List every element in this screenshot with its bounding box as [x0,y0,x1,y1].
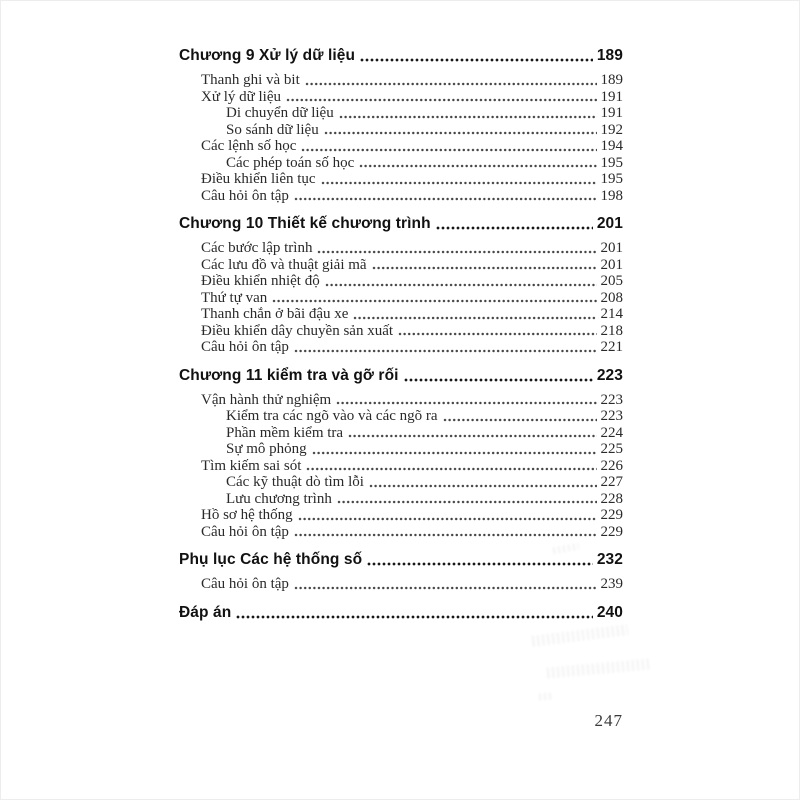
toc-chapter-title: Chương 9 Xử lý dữ liệu [179,47,356,64]
dot-leader [360,58,593,62]
ink-bleed-artifact [547,658,652,678]
toc-entry-title: Xử lý dữ liệu [201,88,282,105]
toc-entry-page: 229 [600,523,623,540]
toc-entry-page: 221 [600,339,623,355]
toc-chapter-title: Chương 10 Thiết kế chương trình [179,215,431,232]
dot-leader [321,181,597,185]
toc-entry-row [179,507,623,524]
toc-entry-row [179,122,623,139]
toc-entry-page: 223 [600,391,623,408]
toc-entry-row [179,576,623,593]
page-number: 247 [594,711,623,730]
toc-entry-page: 228 [600,490,623,507]
table-of-contents [179,47,623,629]
toc-chapter-page: 240 [596,603,623,621]
toc-entry-row [179,155,623,172]
dot-leader [236,615,593,619]
toc-chapter-page: 201 [596,215,623,232]
toc-section [179,551,623,593]
dot-leader [301,148,596,152]
toc-chapter-row [179,367,623,385]
toc-entry-row [179,273,623,290]
toc-entry-page: 201 [600,256,623,273]
toc-entry-title: Câu hỏi ôn tập [201,339,289,355]
dot-leader [294,533,597,537]
toc-chapter-row [179,215,623,233]
toc-entry-title: Hồ sơ hệ thống [201,507,293,523]
dot-leader [325,283,597,287]
toc-entry-page: 239 [600,576,623,592]
toc-entry-title: Điều khiển nhiệt độ [201,273,320,289]
toc-entry-title: Thanh chắn ở bãi đậu xe [201,306,349,322]
toc-entry-title: Tìm kiếm sai sót [201,457,302,474]
toc-entry-row [179,408,623,425]
toc-entry-page: 201 [600,240,623,256]
toc-entry-title: Kiểm tra các ngõ vào và các ngõ ra [226,408,438,424]
toc-entry-page: 195 [600,154,623,171]
toc-entry-row [179,425,623,442]
toc-entry-row [179,474,623,491]
toc-entry-row [179,138,623,155]
toc-chapter-row [179,47,623,65]
dot-leader [404,378,593,382]
toc-entry-page: 195 [600,171,623,187]
toc-entry-title: Điều khiển dây chuyền sản xuất [201,322,394,339]
toc-entry-row [179,458,623,475]
toc-entry-title: Câu hỏi ôn tập [201,187,289,204]
toc-entry-row [179,491,623,508]
toc-chapter-row [179,604,623,622]
dot-leader [294,197,597,201]
toc-entry-row [179,171,623,188]
toc-entry-row [179,188,623,205]
toc-chapter-page: 189 [596,47,623,64]
toc-chapter-row [179,551,623,569]
toc-entry-title: Phần mềm kiểm tra [226,424,344,441]
dot-leader [348,434,596,438]
toc-entry-row [179,240,623,257]
toc-entry-page: 224 [600,424,623,441]
toc-entry-page: 191 [600,88,623,105]
toc-chapter-title: Đáp án [179,603,232,621]
dot-leader [359,164,596,168]
toc-entry-row [179,392,623,409]
toc-entry-page: 226 [600,457,623,474]
dot-leader [372,266,597,270]
toc-section [179,604,623,622]
toc-entry-title: Thanh ghi và bit [201,72,300,88]
toc-entry-title: Vận hành thử nghiệm [201,391,332,408]
toc-chapter-title: Phụ lục Các hệ thống số [179,551,363,568]
dot-leader [317,250,596,254]
dot-leader [398,332,596,336]
toc-entry-page: 227 [600,474,623,490]
dot-leader [339,115,597,119]
toc-entry-page: 192 [600,121,623,138]
toc-entry-page: 189 [600,72,623,88]
toc-entry-row [179,105,623,122]
toc-section [179,215,623,356]
dot-leader [353,316,596,320]
toc-entry-title: Các lưu đồ và thuật giải mã [201,256,367,273]
toc-entry-title: Điều khiển liên tục [201,171,316,187]
toc-chapter-page: 232 [596,551,623,568]
toc-entry-title: Lưu chương trình [226,490,332,507]
dot-leader [294,349,597,353]
dot-leader [324,131,597,135]
toc-section [179,367,623,541]
toc-chapter-title: Chương 11 kiểm tra và gỡ rối [179,366,399,384]
toc-entry-row [179,323,623,340]
toc-entry-page: 214 [600,306,623,322]
toc-entry-row [179,290,623,307]
toc-entry-page: 191 [600,105,623,121]
toc-entry-title: Các bước lập trình [201,240,313,256]
toc-entry-title: Thứ tự van [201,289,268,306]
dot-leader [272,299,596,303]
toc-chapter-page: 223 [596,366,623,384]
toc-section [179,47,623,204]
toc-entry-row [179,257,623,274]
toc-entry-page: 229 [600,507,623,523]
dot-leader [312,451,597,455]
dot-leader [337,500,597,504]
dot-leader [305,82,597,86]
dot-leader [294,586,597,590]
dot-leader [367,562,593,566]
toc-entry-title: Sự mô phỏng [226,441,307,457]
dot-leader [436,226,593,230]
dot-leader [306,467,596,471]
toc-entry-title: Câu hỏi ôn tập [201,576,289,592]
dot-leader [286,98,596,102]
toc-entry-row [179,72,623,89]
toc-entry-row [179,89,623,106]
toc-entry-page: 208 [600,289,623,306]
toc-entry-row [179,306,623,323]
dot-leader [369,484,597,488]
toc-entry-page: 225 [600,441,623,457]
toc-entry-title: Các lệnh số học [201,138,297,154]
dot-leader [298,517,597,521]
toc-entry-row [179,339,623,356]
toc-entry-page: 198 [600,187,623,204]
dot-leader [443,418,597,422]
toc-entry-title: Câu hỏi ôn tập [201,523,289,540]
toc-entry-page: 223 [600,408,623,424]
toc-entry-page: 205 [600,273,623,289]
toc-entry-title: Di chuyển dữ liệu [226,105,334,121]
toc-entry-row [179,441,623,458]
ink-bleed-artifact [539,693,553,701]
toc-entry-page: 218 [600,322,623,339]
toc-entry-title: Các phép toán số học [226,154,355,171]
toc-entry-page: 194 [600,138,623,154]
toc-entry-row [179,524,623,541]
dot-leader [336,401,596,405]
toc-entry-title: So sánh dữ liệu [226,121,319,138]
toc-entry-title: Các kỹ thuật dò tìm lỗi [226,474,364,490]
